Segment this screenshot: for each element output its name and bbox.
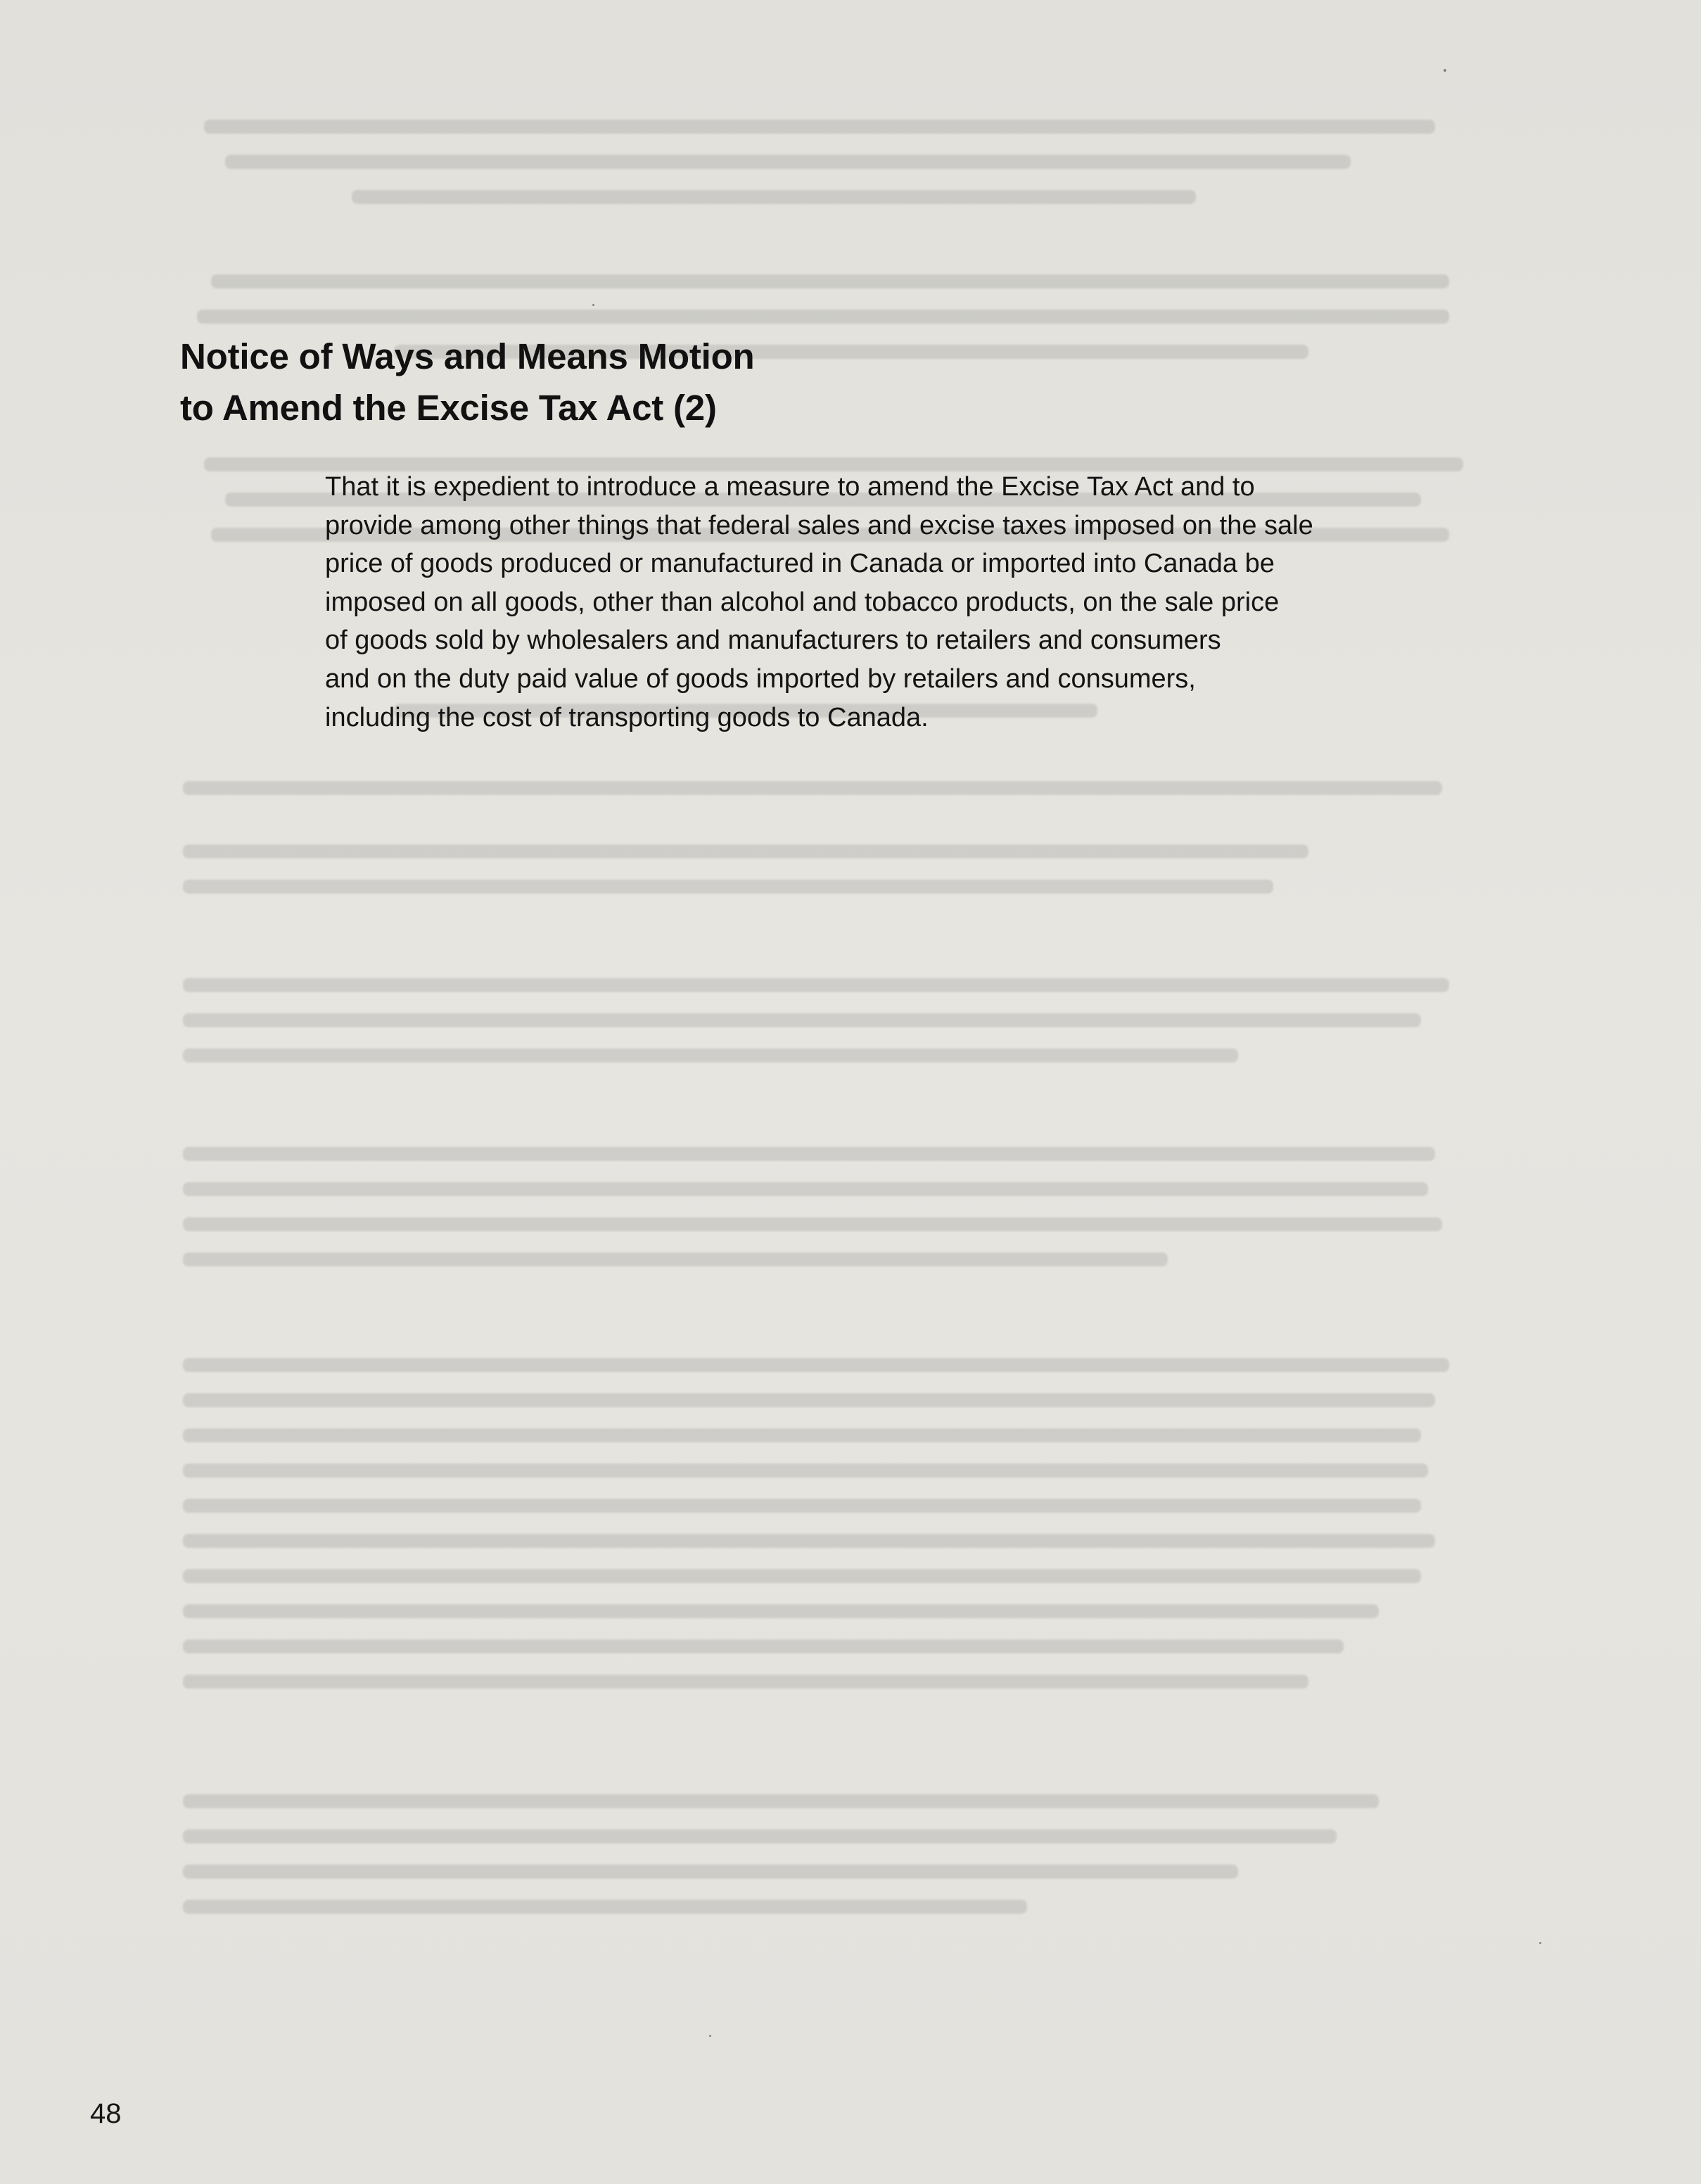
motion-paragraph bbox=[325, 468, 1535, 737]
paper-speck bbox=[1444, 69, 1446, 72]
notice-title bbox=[180, 331, 1235, 433]
motion-line-7: including the cost of transporting goods to Canada. bbox=[325, 702, 929, 732]
motion-line-2: provide among other things that federal sales and excise taxes imposed on the sale bbox=[325, 510, 1313, 540]
motion-line-1: That it is expedient to introduce a measure to amend the Excise Tax Act and to bbox=[325, 472, 1255, 502]
notice-title-line-1: Notice of Ways and Means Motion bbox=[180, 336, 755, 376]
paper-speck bbox=[709, 2035, 711, 2037]
paper-speck bbox=[1539, 1942, 1541, 1944]
notice-title-line-2: to Amend the Excise Tax Act (2) bbox=[180, 388, 717, 428]
motion-line-3: price of goods produced or manufactured in Canada or imported into Canada be bbox=[325, 549, 1275, 579]
paper-speck bbox=[592, 304, 594, 306]
page-number: 48 bbox=[90, 2098, 122, 2129]
motion-line-5: of goods sold by wholesalers and manufacturers to retailers and consumers bbox=[325, 626, 1221, 656]
motion-line-6: and on the duty paid value of goods imported by retailers and consumers, bbox=[325, 664, 1196, 694]
motion-line-4: imposed on all goods, other than alcohol and tobacco products, on the sale price bbox=[325, 587, 1280, 617]
